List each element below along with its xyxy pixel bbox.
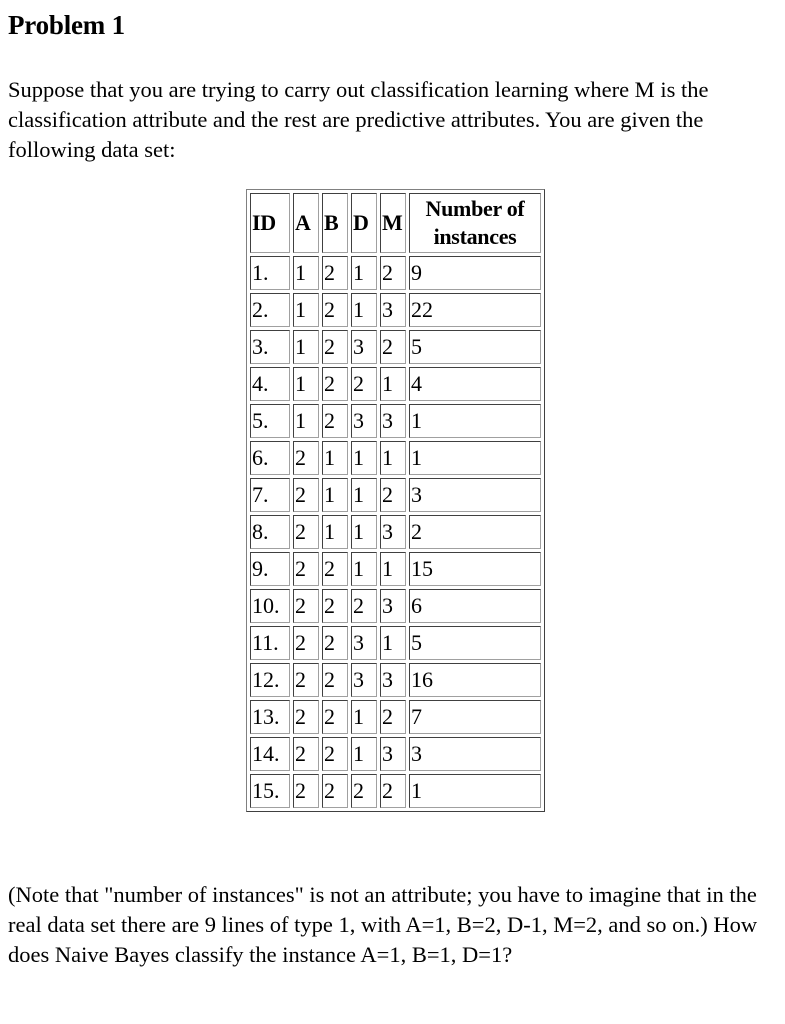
- cell-a: 1: [293, 256, 319, 290]
- cell-count: 2: [409, 515, 541, 549]
- cell-d: 1: [351, 441, 377, 475]
- table-row: [250, 626, 541, 660]
- cell-id: 15.: [250, 774, 290, 808]
- cell-m: 1: [380, 626, 406, 660]
- table-row: [250, 330, 541, 364]
- cell-d: 1: [351, 478, 377, 512]
- cell-count: 5: [409, 626, 541, 660]
- table-row: [250, 367, 541, 401]
- cell-m: 1: [380, 552, 406, 586]
- table-row: [250, 293, 541, 327]
- cell-id: 10.: [250, 589, 290, 623]
- cell-b: 2: [322, 552, 348, 586]
- intro-paragraph: Suppose that you are trying to carry out classification learning where M is the classification attribute and the rest are predictive attributes. You are given the following data set:: [8, 77, 709, 162]
- cell-d: 3: [351, 404, 377, 438]
- cell-a: 2: [293, 626, 319, 660]
- cell-d: 1: [351, 700, 377, 734]
- cell-count: 1: [409, 774, 541, 808]
- cell-id: 11.: [250, 626, 290, 660]
- table-row: [250, 589, 541, 623]
- cell-b: 1: [322, 515, 348, 549]
- cell-d: 2: [351, 589, 377, 623]
- table-row: [250, 478, 541, 512]
- cell-a: 1: [293, 330, 319, 364]
- header-d: D: [351, 193, 377, 253]
- table-row: [250, 515, 541, 549]
- cell-m: 3: [380, 589, 406, 623]
- cell-m: 3: [380, 663, 406, 697]
- cell-d: 2: [351, 774, 377, 808]
- cell-id: 13.: [250, 700, 290, 734]
- cell-count: 7: [409, 700, 541, 734]
- cell-b: 1: [322, 478, 348, 512]
- cell-count: 1: [409, 404, 541, 438]
- cell-m: 1: [380, 441, 406, 475]
- page-title: Problem 1: [8, 10, 125, 40]
- cell-count: 3: [409, 737, 541, 771]
- cell-d: 1: [351, 515, 377, 549]
- cell-count: 1: [409, 441, 541, 475]
- table-row: [250, 663, 541, 697]
- cell-m: 2: [380, 330, 406, 364]
- table-row: [250, 256, 541, 290]
- cell-b: 2: [322, 589, 348, 623]
- cell-a: 1: [293, 293, 319, 327]
- cell-b: 2: [322, 774, 348, 808]
- cell-b: 2: [322, 293, 348, 327]
- header-b: B: [322, 193, 348, 253]
- table-row: [250, 552, 541, 586]
- cell-count: 6: [409, 589, 541, 623]
- cell-b: 2: [322, 330, 348, 364]
- header-number-of-instances: Number of instances: [409, 193, 541, 253]
- cell-m: 1: [380, 367, 406, 401]
- cell-b: 2: [322, 700, 348, 734]
- cell-a: 2: [293, 700, 319, 734]
- cell-a: 2: [293, 515, 319, 549]
- cell-m: 2: [380, 700, 406, 734]
- cell-d: 1: [351, 552, 377, 586]
- cell-d: 3: [351, 663, 377, 697]
- cell-count: 15: [409, 552, 541, 586]
- table-header-row: [250, 193, 541, 253]
- data-table-container: [246, 189, 545, 812]
- cell-id: 3.: [250, 330, 290, 364]
- data-table: [246, 189, 545, 812]
- table-body: [250, 256, 541, 808]
- header-m: M: [380, 193, 406, 253]
- cell-id: 14.: [250, 737, 290, 771]
- cell-m: 3: [380, 404, 406, 438]
- header-a: A: [293, 193, 319, 253]
- cell-a: 2: [293, 552, 319, 586]
- cell-d: 3: [351, 330, 377, 364]
- cell-a: 2: [293, 663, 319, 697]
- cell-id: 4.: [250, 367, 290, 401]
- cell-d: 1: [351, 737, 377, 771]
- cell-b: 2: [322, 367, 348, 401]
- cell-m: 2: [380, 256, 406, 290]
- cell-count: 3: [409, 478, 541, 512]
- cell-b: 2: [322, 737, 348, 771]
- cell-id: 5.: [250, 404, 290, 438]
- table-row: [250, 404, 541, 438]
- cell-d: 2: [351, 367, 377, 401]
- cell-a: 2: [293, 774, 319, 808]
- cell-id: 6.: [250, 441, 290, 475]
- cell-m: 3: [380, 515, 406, 549]
- cell-m: 2: [380, 774, 406, 808]
- cell-id: 1.: [250, 256, 290, 290]
- cell-b: 1: [322, 441, 348, 475]
- cell-count: 16: [409, 663, 541, 697]
- cell-m: 2: [380, 478, 406, 512]
- cell-b: 2: [322, 663, 348, 697]
- cell-b: 2: [322, 256, 348, 290]
- note-paragraph: (Note that "number of instances" is not an attribute; you have to imagine that in the real data set there are 9 lines of type 1, with A=1, B=2, D-1, M=2, and so on.) How does Naive Bayes classify the instance A=1, B=1, D=1?: [8, 882, 758, 967]
- cell-count: 22: [409, 293, 541, 327]
- table-row: [250, 700, 541, 734]
- cell-a: 1: [293, 404, 319, 438]
- cell-id: 2.: [250, 293, 290, 327]
- table-row: [250, 441, 541, 475]
- cell-m: 3: [380, 293, 406, 327]
- cell-a: 2: [293, 478, 319, 512]
- cell-a: 1: [293, 367, 319, 401]
- table-row: [250, 774, 541, 808]
- cell-m: 3: [380, 737, 406, 771]
- header-id: ID: [250, 193, 290, 253]
- cell-id: 12.: [250, 663, 290, 697]
- cell-count: 4: [409, 367, 541, 401]
- cell-a: 2: [293, 441, 319, 475]
- cell-d: 3: [351, 626, 377, 660]
- cell-id: 9.: [250, 552, 290, 586]
- cell-id: 7.: [250, 478, 290, 512]
- cell-d: 1: [351, 256, 377, 290]
- cell-count: 9: [409, 256, 541, 290]
- cell-a: 2: [293, 737, 319, 771]
- cell-d: 1: [351, 293, 377, 327]
- cell-count: 5: [409, 330, 541, 364]
- cell-b: 2: [322, 404, 348, 438]
- cell-a: 2: [293, 589, 319, 623]
- table-row: [250, 737, 541, 771]
- cell-b: 2: [322, 626, 348, 660]
- cell-id: 8.: [250, 515, 290, 549]
